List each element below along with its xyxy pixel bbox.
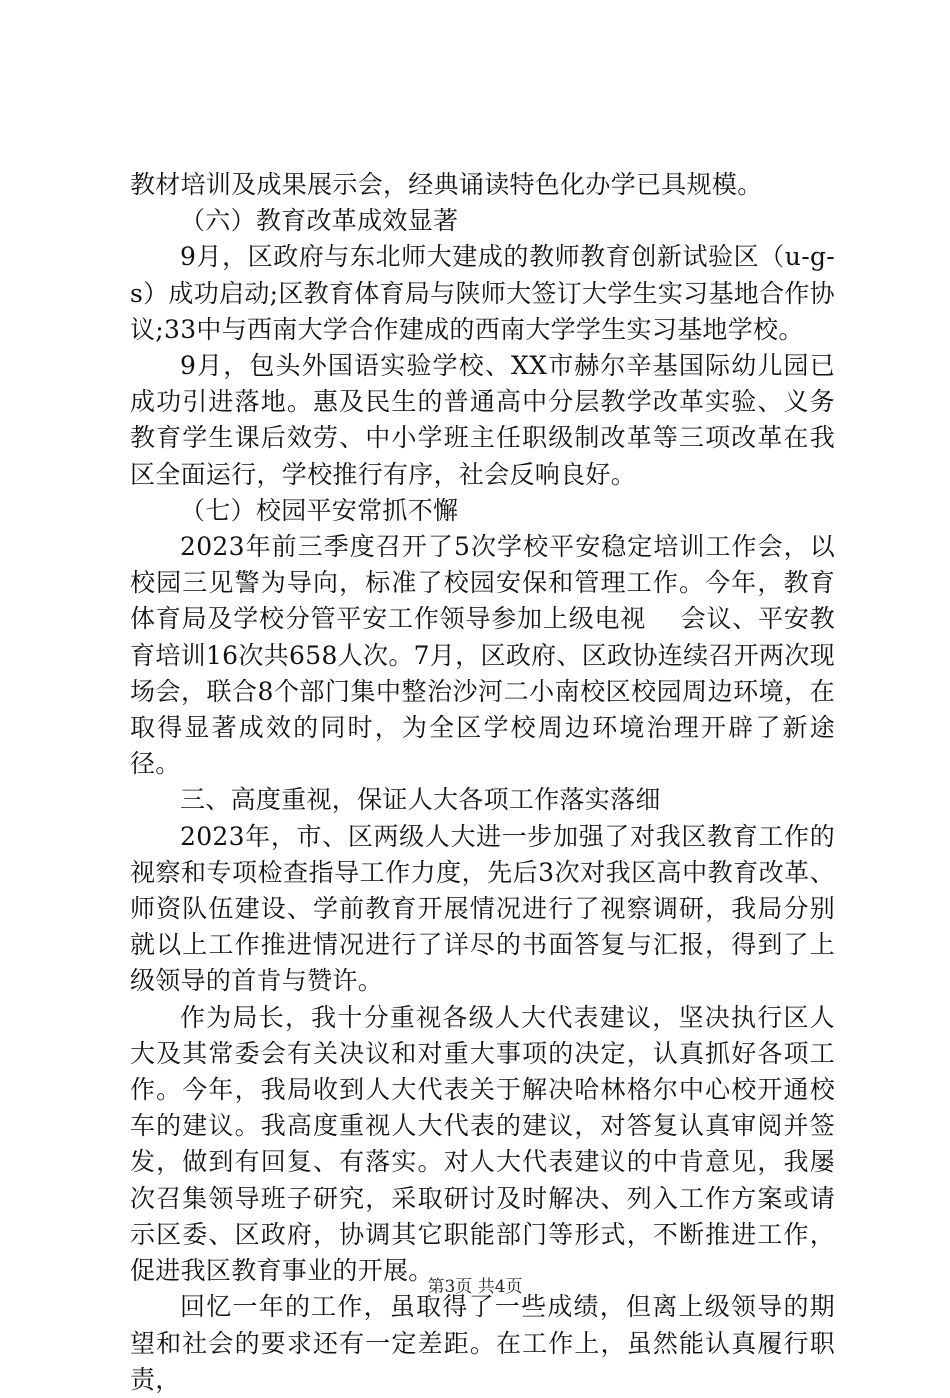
paragraph-review: 回忆一年的工作，虽取得了一些成绩，但离上级领导的期望和社会的要求还有一定差距。在工作上，虽然能认真履行职责， (130, 1292, 835, 1394)
paragraph-npc-inspection: 2023年，市、区两级人大进一步加强了对我区教育工作的视察和专项检查指导工作力度，先后3次对我区高中教育改革、师资队伍建设、学前教育开展情况进行了视察调研，我局分别就以上工作推进情况进行了详尽的书面答复与汇报，得到了上级领导的首肯与赞许。 (130, 821, 835, 996)
paragraph-safety: 2023年前三季度召开了5次学校平安稳定培训工作会，以校园三见警为导向，标准了校园安保和管理工作。今年，教育体育局及学校分管平安工作领导参加上级电视 会议、平安教育培训16次共658人次。7月，区政府、区政协连续召开两次现场会，联合8个部门集中整治沙河二小南校区校园周边环境，在取得显著成效的同时，为全区学校周边环境治理开辟了新途径。 (130, 532, 835, 779)
section-heading-npc: 三、高度重视，保证人大各项工作落实落细 (180, 785, 661, 815)
paragraph-npc-suggestions: 作为局长，我十分重视各级人大代表建议，坚决执行区人大及其常委会有关决议和对重大事项的决定，认真抓好各项工作。今年，我局收到人大代表关于解决哈林格尔中心校开通校车的建议。我高度重视人大代表的建议，对答复认真审阅并签发，做到有回复、有落实。对人大代表建议的中肯意见，我屡次召集领导班子研究，采取研讨及时解决、列入工作方案或请示区委、区政府，协调其它职能部门等形式，不断推进工作，促进我区教育事业的开展。 (130, 1002, 835, 1286)
section-heading-safety: （七）校园平安常抓不懈 (180, 495, 459, 525)
paragraph-reform-partnership: 9月，区政府与东北师大建成的教师教育创新试验区（u-g-s）成功启动;区教育体育局与陕师大签订大学生实习基地合作协议;33中与西南大学合作建成的西南大学学生实习基地学校。 (130, 242, 835, 344)
paragraph-reform-schools: 9月，包头外国语实验学校、XX市赫尔辛基国际幼儿园已成功引进落地。惠及民生的普通高中分层教学改革实验、义务教育学生课后效劳、中小学班主任职级制改革等三项改革在我区全面运行，学校推行有序，社会反响良好。 (130, 351, 835, 489)
document-body (130, 167, 835, 1398)
section-heading-reform: （六）教育改革成效显著 (180, 206, 459, 236)
paragraph-continuation: 教材培训及成果展示会，经典诵读特色化办学已具规模。 (130, 170, 763, 199)
page-footer: 第3页 共4页 (427, 1277, 523, 1297)
